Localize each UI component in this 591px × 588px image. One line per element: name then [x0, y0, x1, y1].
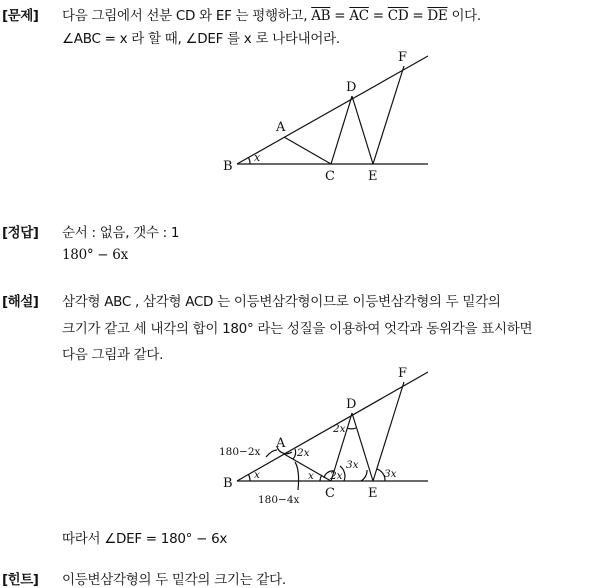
hint-text: 이등변삼각형의 두 밑각의 크기는 같다. — [62, 572, 286, 588]
fig2-angle-c-x: x — [308, 470, 314, 482]
problem-line-2: ∠ABC = x 라 할 때, ∠DEF 를 x 로 나타내어라. — [62, 31, 340, 47]
fig1-point-f: F — [398, 50, 408, 65]
fig2-angle-d: 2x — [333, 423, 346, 435]
solution-label: [해설] — [2, 294, 39, 310]
fig2-angle-d-arc — [347, 428, 356, 429]
fig1-point-c: C — [325, 169, 335, 184]
fig2-point-c: C — [325, 486, 335, 501]
fig2-point-a: A — [276, 436, 286, 451]
fig2-angle-c-below: 180−4x — [258, 494, 300, 506]
problem-line-1: 다음 그림에서 선분 CD 와 EF 는 평행하고, $\overline{AB} = \overline{AC} = \overline{CD} = \overline{DE}$ 이다. — [62, 8, 481, 24]
segment-cd: $\overline{CD}$ — [387, 8, 409, 24]
fig2-segment-ef — [373, 382, 404, 481]
solution-line-2: 크기가 같고 세 내각의 합이 180° 라는 성질을 이용하여 엇각과 동위각을 표시하면 — [62, 321, 533, 337]
fig2-angle-b: x — [254, 469, 260, 481]
fig2-angle-a-in-arc — [293, 449, 296, 459]
fig2-angle-c-x-arc — [320, 475, 322, 481]
fig1-point-d: D — [346, 80, 357, 95]
solution-line-1: 삼각형 ABC , 삼각형 ACD 는 이등변삼각형이므로 이등변삼각형의 두 밑각의 — [62, 294, 501, 310]
fig1-angle-b: x — [254, 151, 261, 164]
segment-ab: $\overline{AB}$ — [311, 8, 331, 24]
segment-de: $\overline{DE}$ — [427, 8, 448, 24]
fig1-point-b: B — [223, 159, 233, 174]
fig2-angle-e: 3x — [384, 468, 397, 480]
problem-label: [문제] — [2, 8, 39, 24]
fig1-point-a: A — [276, 120, 286, 135]
fig2-angle-c-2x: 2x — [330, 470, 343, 482]
fig2-angle-a-ext: 180−2x — [219, 446, 261, 458]
fig2-angle-c-below-leader — [295, 462, 299, 490]
solution-line-3: 다음 그림과 같다. — [62, 347, 164, 363]
hint-label: [힌트] — [2, 572, 39, 588]
answer-line-2: 180° − 6x — [62, 247, 128, 263]
fig2-point-d: D — [346, 397, 357, 412]
fig2-point-e: E — [368, 486, 378, 501]
segment-ac: $\overline{AC}$ — [349, 8, 369, 24]
fig2-angle-c-3x: 3x — [346, 459, 359, 471]
fig2-point-b: B — [223, 476, 233, 491]
fig2-angle-a-leader — [266, 450, 277, 457]
answer-line-1: 순서 : 없음, 갯수 : 1 — [62, 225, 180, 241]
fig2-angle-e-in-arc — [361, 470, 367, 481]
fig2-angle-a-in: 2x — [297, 447, 310, 459]
answer-label: [정답] — [2, 225, 39, 241]
solution-conclusion: 따라서 ∠DEF = 180° − 6x — [62, 531, 228, 547]
fig2-point-f: F — [398, 366, 408, 381]
fig2-angle-b-arc — [249, 475, 251, 482]
fig1-point-e: E — [368, 169, 378, 184]
